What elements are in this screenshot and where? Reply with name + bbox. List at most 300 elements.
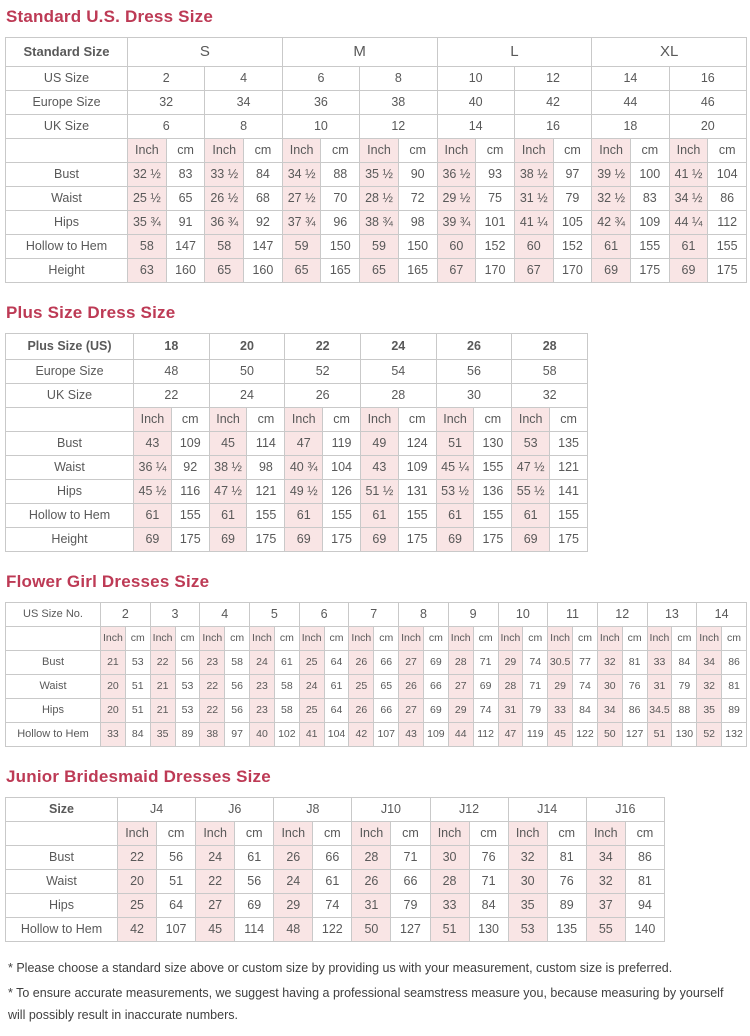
size-header-row: [6, 91, 747, 115]
measurement-cell-inch: 39 ½: [592, 163, 631, 187]
measurement-cell-inch: 25: [299, 651, 324, 675]
size-header-cell: 18: [592, 115, 669, 139]
unit-header-inch: Inch: [360, 139, 399, 163]
row-label: Bust: [6, 432, 134, 456]
size-header-cell: 30: [436, 384, 512, 408]
measurement-cell-inch: 26 ½: [205, 187, 244, 211]
measurement-cell-inch: 47: [285, 432, 323, 456]
measurement-row: [6, 651, 747, 675]
unit-header-cm: cm: [125, 627, 150, 651]
measurement-cell-inch: 35: [150, 723, 175, 747]
measurement-cell-inch: 37 ¾: [282, 211, 321, 235]
measurement-cell-cm: 86: [722, 651, 747, 675]
size-header-cell: 48: [134, 360, 210, 384]
measurement-cell-inch: 22: [196, 870, 235, 894]
measurement-cell-cm: 165: [398, 259, 437, 283]
unit-header-cm: cm: [171, 408, 209, 432]
row-label: US Size: [6, 67, 128, 91]
measurement-cell-cm: 51: [125, 699, 150, 723]
measurement-cell-inch: 63: [128, 259, 167, 283]
measurement-cell-cm: 109: [630, 211, 669, 235]
unit-header-cm: cm: [523, 627, 548, 651]
size-header-cell: 22: [134, 384, 210, 408]
measurement-cell-inch: 44: [448, 723, 473, 747]
measurement-cell-inch: 49 ½: [285, 480, 323, 504]
measurement-cell-inch: 60: [437, 235, 476, 259]
measurement-cell-inch: 69: [512, 528, 550, 552]
measurement-cell-cm: 79: [553, 187, 592, 211]
measurement-cell-cm: 76: [622, 675, 647, 699]
measurement-cell-inch: 35 ½: [360, 163, 399, 187]
unit-header-inch: Inch: [118, 822, 157, 846]
unit-header-inch: Inch: [282, 139, 321, 163]
measurement-row: [6, 894, 665, 918]
unit-row-label: [6, 408, 134, 432]
measurement-cell-cm: 84: [125, 723, 150, 747]
measurement-cell-inch: 34 ½: [669, 187, 708, 211]
measurement-row: [6, 187, 747, 211]
unit-header-cm: cm: [622, 627, 647, 651]
measurement-cell-inch: 24: [274, 870, 313, 894]
size-header-cell: 58: [512, 360, 588, 384]
unit-header-inch: Inch: [586, 822, 625, 846]
measurement-cell-cm: 109: [423, 723, 448, 747]
measurement-cell-cm: 56: [175, 651, 200, 675]
unit-header-cm: cm: [391, 822, 430, 846]
row-label: Waist: [6, 187, 128, 211]
row-label: Hips: [6, 480, 134, 504]
measurement-cell-cm: 51: [125, 675, 150, 699]
measurement-cell-cm: 74: [473, 699, 498, 723]
measurement-cell-cm: 84: [672, 651, 697, 675]
size-header-cell: 18: [134, 334, 210, 360]
measurement-cell-cm: 104: [708, 163, 747, 187]
measurement-cell-inch: 65: [360, 259, 399, 283]
unit-header-inch: Inch: [448, 627, 473, 651]
measurement-cell-inch: 23: [250, 699, 275, 723]
unit-row-label: [6, 627, 101, 651]
unit-header-inch: Inch: [209, 408, 247, 432]
measurement-cell-inch: 44 ¼: [669, 211, 708, 235]
unit-header-cm: cm: [547, 822, 586, 846]
size-header-cell: 34: [205, 91, 282, 115]
size-header-row: [6, 384, 588, 408]
measurement-cell-cm: 165: [321, 259, 360, 283]
size-header-cell: 52: [285, 360, 361, 384]
measurement-cell-cm: 131: [398, 480, 436, 504]
measurement-cell-cm: 126: [323, 480, 361, 504]
unit-header-cm: cm: [550, 408, 588, 432]
row-label: Size: [6, 798, 118, 822]
size-header-cell: 36: [282, 91, 359, 115]
measurement-cell-cm: 77: [573, 651, 598, 675]
unit-header-inch: Inch: [548, 627, 573, 651]
size-header-cell: 24: [360, 334, 436, 360]
measurement-cell-inch: 40: [250, 723, 275, 747]
measurement-cell-inch: 65: [205, 259, 244, 283]
size-header-cell: 4: [205, 67, 282, 91]
unit-header-inch: Inch: [196, 822, 235, 846]
measurement-row: [6, 846, 665, 870]
row-label: Hollow to Hem: [6, 918, 118, 942]
unit-header-cm: cm: [473, 627, 498, 651]
measurement-cell-cm: 51: [157, 870, 196, 894]
measurement-cell-inch: 34.5: [647, 699, 672, 723]
row-label: Hollow to Hem: [6, 723, 101, 747]
measurement-cell-cm: 104: [324, 723, 349, 747]
measurement-row: [6, 259, 747, 283]
unit-header-cm: cm: [398, 408, 436, 432]
size-header-cell: 54: [360, 360, 436, 384]
measurement-cell-inch: 28: [498, 675, 523, 699]
measurement-cell-inch: 43: [360, 456, 398, 480]
measurement-cell-inch: 29: [274, 894, 313, 918]
measurement-cell-cm: 109: [171, 432, 209, 456]
measurement-cell-cm: 175: [398, 528, 436, 552]
measurement-cell-inch: 59: [360, 235, 399, 259]
measurement-cell-inch: 24: [196, 846, 235, 870]
unit-header-cm: cm: [573, 627, 598, 651]
unit-header-inch: Inch: [508, 822, 547, 846]
section-title: Plus Size Dress Size: [6, 303, 176, 322]
measurement-cell-inch: 34 ½: [282, 163, 321, 187]
unit-header-cm: cm: [625, 822, 664, 846]
measurement-cell-inch: 41 ½: [669, 163, 708, 187]
measurement-cell-inch: 69: [285, 528, 323, 552]
measurement-cell-inch: 35: [508, 894, 547, 918]
measurement-cell-cm: 64: [324, 651, 349, 675]
measurement-cell-inch: 38 ½: [514, 163, 553, 187]
measurement-cell-inch: 30: [430, 846, 469, 870]
measurement-cell-cm: 65: [166, 187, 205, 211]
size-header-row: [6, 603, 747, 627]
measurement-cell-inch: 34: [697, 651, 722, 675]
size-header-cell: 3: [150, 603, 200, 627]
measurement-cell-inch: 30: [597, 675, 622, 699]
measurement-cell-inch: 21: [101, 651, 126, 675]
measurement-cell-cm: 76: [547, 870, 586, 894]
unit-header-inch: Inch: [274, 822, 313, 846]
measurement-cell-inch: 29: [448, 699, 473, 723]
measurement-cell-inch: 61: [512, 504, 550, 528]
unit-header-cm: cm: [476, 139, 515, 163]
measurement-cell-cm: 155: [630, 235, 669, 259]
unit-header-inch: Inch: [399, 627, 424, 651]
size-header-cell: 2: [101, 603, 151, 627]
measurement-cell-inch: 22: [118, 846, 157, 870]
size-header-cell: 22: [285, 334, 361, 360]
measurement-cell-cm: 130: [672, 723, 697, 747]
measurement-cell-inch: 21: [150, 675, 175, 699]
measurement-cell-cm: 130: [474, 432, 512, 456]
measurement-cell-inch: 43: [399, 723, 424, 747]
measurement-cell-cm: 124: [398, 432, 436, 456]
measurement-cell-cm: 155: [550, 504, 588, 528]
measurement-cell-inch: 36 ¾: [205, 211, 244, 235]
measurement-cell-cm: 58: [225, 651, 250, 675]
measurement-cell-inch: 61: [592, 235, 631, 259]
measurement-cell-inch: 33: [548, 699, 573, 723]
size-header-cell: 9: [448, 603, 498, 627]
measurement-row: [6, 528, 588, 552]
measurement-cell-cm: 114: [235, 918, 274, 942]
measurement-cell-inch: 47 ½: [512, 456, 550, 480]
measurement-row: [6, 235, 747, 259]
measurement-cell-cm: 66: [423, 675, 448, 699]
measurement-cell-cm: 66: [374, 651, 399, 675]
measurement-cell-cm: 170: [476, 259, 515, 283]
measurement-cell-inch: 50: [597, 723, 622, 747]
measurement-cell-cm: 58: [274, 699, 299, 723]
measurement-cell-cm: 79: [523, 699, 548, 723]
measurement-cell-cm: 155: [474, 504, 512, 528]
row-label: Waist: [6, 675, 101, 699]
measurement-cell-inch: 29: [498, 651, 523, 675]
size-header-cell: 2: [128, 67, 205, 91]
size-header-cell: 46: [669, 91, 746, 115]
unit-row-label: [6, 822, 118, 846]
size-header-cell: 28: [360, 384, 436, 408]
measurement-cell-inch: 32: [697, 675, 722, 699]
measurement-cell-inch: 32 ½: [592, 187, 631, 211]
measurement-cell-cm: 121: [247, 480, 285, 504]
measurement-cell-inch: 32: [597, 651, 622, 675]
unit-header-cm: cm: [324, 627, 349, 651]
measurement-cell-cm: 107: [157, 918, 196, 942]
measurement-cell-cm: 122: [313, 918, 352, 942]
unit-header-cm: cm: [247, 408, 285, 432]
measurement-cell-cm: 56: [157, 846, 196, 870]
measurement-cell-inch: 61: [134, 504, 172, 528]
measurement-cell-inch: 67: [437, 259, 476, 283]
measurement-cell-inch: 69: [436, 528, 474, 552]
measurement-cell-cm: 104: [323, 456, 361, 480]
size-header-cell: 12: [360, 115, 437, 139]
measurement-cell-cm: 119: [523, 723, 548, 747]
measurement-cell-cm: 130: [469, 918, 508, 942]
size-header-cell: 8: [205, 115, 282, 139]
measurement-cell-inch: 25: [118, 894, 157, 918]
measurement-cell-inch: 61: [669, 235, 708, 259]
measurement-cell-cm: 64: [157, 894, 196, 918]
measurement-cell-cm: 61: [324, 675, 349, 699]
size-header-cell: 12: [597, 603, 647, 627]
unit-header-inch: Inch: [498, 627, 523, 651]
measurement-cell-cm: 88: [672, 699, 697, 723]
measurement-cell-inch: 61: [360, 504, 398, 528]
measurement-cell-inch: 36 ¼: [134, 456, 172, 480]
measurement-cell-cm: 97: [553, 163, 592, 187]
measurement-cell-inch: 30: [508, 870, 547, 894]
size-header-cell: 6: [282, 67, 359, 91]
measurement-cell-inch: 61: [436, 504, 474, 528]
measurement-cell-cm: 97: [225, 723, 250, 747]
measurement-cell-cm: 127: [622, 723, 647, 747]
measurement-cell-cm: 61: [313, 870, 352, 894]
unit-header-cm: cm: [175, 627, 200, 651]
unit-header-cm: cm: [708, 139, 747, 163]
size-header-cell: J12: [430, 798, 508, 822]
measurement-cell-cm: 175: [323, 528, 361, 552]
size-header-row: [6, 798, 665, 822]
measurement-cell-inch: 65: [282, 259, 321, 283]
size-header-cell: 20: [209, 334, 285, 360]
measurement-cell-inch: 22: [200, 699, 225, 723]
size-header-cell: 24: [209, 384, 285, 408]
measurement-cell-cm: 74: [313, 894, 352, 918]
measurement-cell-inch: 26: [349, 699, 374, 723]
measurement-cell-cm: 83: [166, 163, 205, 187]
footnote-seamstress: * To ensure accurate measurements, we suggest having a professional seamstress measure you, because measuring by yourself will possibly result in inaccurate numbers.: [8, 986, 724, 1022]
measurement-cell-inch: 27: [196, 894, 235, 918]
size-header-cell: 32: [512, 384, 588, 408]
measurement-cell-cm: 112: [708, 211, 747, 235]
row-label: Waist: [6, 870, 118, 894]
row-label: Europe Size: [6, 91, 128, 115]
unit-header-inch: Inch: [437, 139, 476, 163]
measurement-cell-inch: 33: [647, 651, 672, 675]
measurement-cell-inch: 22: [200, 675, 225, 699]
measurement-cell-inch: 69: [669, 259, 708, 283]
measurement-cell-cm: 141: [550, 480, 588, 504]
measurement-cell-cm: 84: [244, 163, 283, 187]
measurement-cell-inch: 40 ¾: [285, 456, 323, 480]
measurement-cell-cm: 79: [672, 675, 697, 699]
measurement-cell-inch: 26: [274, 846, 313, 870]
size-header-cell: L: [437, 38, 592, 67]
measurement-cell-cm: 160: [166, 259, 205, 283]
measurement-cell-inch: 35 ¾: [128, 211, 167, 235]
measurement-cell-inch: 38: [200, 723, 225, 747]
measurement-cell-cm: 69: [235, 894, 274, 918]
section-title: Junior Bridesmaid Dresses Size: [6, 767, 271, 786]
measurement-cell-inch: 25: [299, 699, 324, 723]
measurement-cell-inch: 34: [586, 846, 625, 870]
measurement-cell-cm: 56: [225, 699, 250, 723]
measurement-cell-cm: 109: [398, 456, 436, 480]
size-header-cell: 12: [514, 67, 591, 91]
measurement-cell-inch: 28: [430, 870, 469, 894]
unit-header-inch: Inch: [436, 408, 474, 432]
row-label: Hips: [6, 699, 101, 723]
size-header-cell: 42: [514, 91, 591, 115]
measurement-cell-cm: 100: [630, 163, 669, 187]
unit-header-cm: cm: [474, 408, 512, 432]
measurement-cell-cm: 53: [175, 675, 200, 699]
measurement-cell-inch: 42 ¾: [592, 211, 631, 235]
measurement-cell-cm: 71: [469, 870, 508, 894]
measurement-cell-inch: 51: [430, 918, 469, 942]
unit-header-cm: cm: [672, 627, 697, 651]
measurement-cell-inch: 31 ½: [514, 187, 553, 211]
size-header-cell: 40: [437, 91, 514, 115]
unit-header-cm: cm: [157, 822, 196, 846]
measurement-cell-inch: 58: [205, 235, 244, 259]
unit-header-cm: cm: [469, 822, 508, 846]
measurement-cell-inch: 29: [548, 675, 573, 699]
row-label: Bust: [6, 846, 118, 870]
measurement-cell-cm: 71: [523, 675, 548, 699]
measurement-cell-inch: 22: [150, 651, 175, 675]
row-label: Bust: [6, 163, 128, 187]
row-label: US Size No.: [6, 603, 101, 627]
measurement-row: [6, 504, 588, 528]
measurement-cell-cm: 89: [722, 699, 747, 723]
size-header-cell: 8: [399, 603, 449, 627]
measurement-cell-inch: 32: [586, 870, 625, 894]
measurement-cell-inch: 33: [101, 723, 126, 747]
row-label: Plus Size (US): [6, 334, 134, 360]
measurement-cell-inch: 69: [360, 528, 398, 552]
measurement-cell-cm: 53: [175, 699, 200, 723]
measurement-cell-cm: 56: [225, 675, 250, 699]
size-header-cell: 50: [209, 360, 285, 384]
measurement-cell-inch: 32: [508, 846, 547, 870]
measurement-cell-cm: 65: [374, 675, 399, 699]
measurement-cell-cm: 91: [166, 211, 205, 235]
measurement-cell-inch: 42: [349, 723, 374, 747]
row-label: Europe Size: [6, 360, 134, 384]
unit-header-cm: cm: [313, 822, 352, 846]
measurement-cell-cm: 66: [374, 699, 399, 723]
measurement-cell-cm: 81: [622, 651, 647, 675]
measurement-cell-cm: 160: [244, 259, 283, 283]
measurement-cell-cm: 122: [573, 723, 598, 747]
measurement-cell-cm: 92: [171, 456, 209, 480]
measurement-row: [6, 699, 747, 723]
unit-header-inch: Inch: [512, 408, 550, 432]
unit-header-inch: Inch: [150, 627, 175, 651]
measurement-cell-cm: 147: [244, 235, 283, 259]
unit-row: [6, 822, 665, 846]
measurement-cell-cm: 102: [274, 723, 299, 747]
measurement-cell-inch: 21: [150, 699, 175, 723]
measurement-cell-inch: 36 ½: [437, 163, 476, 187]
measurement-cell-cm: 105: [553, 211, 592, 235]
measurement-cell-cm: 90: [398, 163, 437, 187]
measurement-cell-inch: 37: [586, 894, 625, 918]
measurement-cell-cm: 155: [171, 504, 209, 528]
measurement-cell-cm: 71: [391, 846, 430, 870]
size-header-cell: 16: [514, 115, 591, 139]
unit-header-cm: cm: [244, 139, 283, 163]
section-plus-size-dress-size: [4, 303, 746, 552]
size-header-cell: 16: [669, 67, 746, 91]
measurement-cell-cm: 69: [473, 675, 498, 699]
size-header-cell: 10: [437, 67, 514, 91]
measurement-row: [6, 918, 665, 942]
unit-header-cm: cm: [553, 139, 592, 163]
measurement-cell-cm: 175: [550, 528, 588, 552]
row-label: UK Size: [6, 115, 128, 139]
size-header-cell: 13: [647, 603, 697, 627]
measurement-cell-inch: 48: [274, 918, 313, 942]
measurement-cell-cm: 132: [722, 723, 747, 747]
size-header-cell: 26: [285, 384, 361, 408]
measurement-cell-cm: 56: [235, 870, 274, 894]
size-header-row: [6, 38, 747, 67]
unit-header-inch: Inch: [250, 627, 275, 651]
measurement-cell-cm: 86: [622, 699, 647, 723]
measurement-cell-inch: 25: [349, 675, 374, 699]
measurement-row: [6, 432, 588, 456]
measurement-cell-inch: 45 ¼: [436, 456, 474, 480]
measurement-cell-cm: 68: [244, 187, 283, 211]
measurement-cell-inch: 53 ½: [436, 480, 474, 504]
unit-header-inch: Inch: [285, 408, 323, 432]
unit-header-cm: cm: [374, 627, 399, 651]
unit-row: [6, 627, 747, 651]
